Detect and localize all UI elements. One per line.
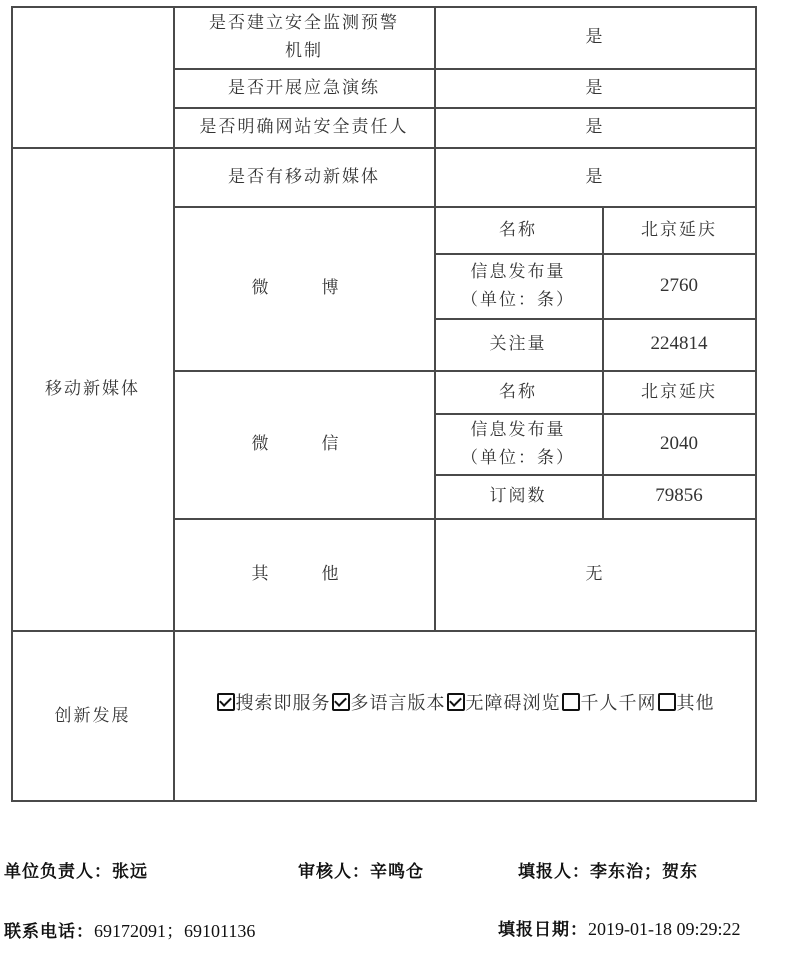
weibo-followers-value: 224814 [650, 333, 708, 354]
date-label: 填报日期： [498, 920, 588, 940]
section-label-innovation: 创新发展 [54, 705, 131, 726]
answer-has-mobile-media: 是 [585, 167, 605, 187]
question-has-mobile-media: 是否有移动新媒体 [228, 167, 380, 187]
other-media-label: 其 他 [251, 564, 357, 584]
checkbox-accessibility[interactable] [447, 693, 465, 711]
filler [518, 857, 698, 882]
report-date [498, 915, 741, 940]
contact-phone [4, 917, 255, 943]
filler-label: 填报人： [518, 862, 590, 882]
date-value: 2019-01-18 09:29:22 [588, 919, 741, 939]
option-label-accessibility: 无障碍浏览 [465, 693, 561, 714]
question-monitoring-warning [174, 6, 434, 68]
wechat-subscribers-label: 订阅数 [489, 486, 547, 506]
innovation-options [174, 688, 756, 716]
reviewer-value: 辛鸣仓 [370, 862, 424, 882]
unit-head [4, 857, 148, 882]
wechat-posts-value: 2040 [660, 433, 698, 454]
reviewer-label: 审核人： [298, 862, 370, 882]
wechat-posts-label-line2: （单位：条） [461, 448, 575, 468]
unit-head-value: 张远 [112, 862, 148, 882]
wechat-label: 微 信 [251, 434, 357, 454]
weibo-name-label: 名称 [499, 220, 537, 240]
option-label-other: 其他 [676, 693, 715, 714]
wechat-name-label: 名称 [499, 382, 537, 402]
wechat-posts-label [434, 413, 602, 475]
other-media-value: 无 [585, 564, 605, 584]
reviewer [298, 857, 424, 882]
question-line1: 是否建立安全监测预警 [209, 13, 399, 33]
checkbox-other[interactable] [658, 693, 676, 711]
option-label-personalized: 千人千网 [580, 693, 657, 714]
weibo-posts-label-line2: （单位：条） [461, 289, 575, 310]
wechat-posts-label-line1: 信息发布量 [470, 420, 566, 440]
answer-security-officer: 是 [585, 117, 605, 137]
checkbox-personalized[interactable] [562, 693, 580, 711]
answer-emergency-drill: 是 [585, 78, 605, 98]
option-label-search-service: 搜索即服务 [235, 693, 331, 714]
checkbox-multilingual[interactable] [332, 693, 350, 711]
wechat-subscribers-value: 79856 [655, 485, 703, 506]
filler-value: 李东治；贺东 [590, 862, 698, 882]
section-label-mobile-media: 移动新媒体 [45, 379, 140, 399]
unit-head-label: 单位负责人： [4, 862, 112, 882]
weibo-name-value: 北京延庆 [641, 220, 717, 240]
question-line2: 机制 [285, 41, 323, 61]
phone-label: 联系电话： [4, 922, 94, 942]
phone-value: 69172091；69101136 [94, 921, 256, 941]
question-emergency-drill: 是否开展应急演练 [228, 78, 380, 98]
weibo-posts-label [434, 253, 602, 318]
answer-monitoring-warning: 是 [585, 27, 605, 47]
checkbox-search-service[interactable] [217, 693, 235, 711]
option-label-multilingual: 多语言版本 [350, 693, 446, 714]
weibo-posts-value: 2760 [660, 274, 698, 296]
weibo-posts-label-line1: 信息发布量 [470, 261, 566, 282]
question-security-officer: 是否明确网站安全责任人 [199, 117, 409, 137]
weibo-label: 微 博 [251, 278, 357, 298]
wechat-name-value: 北京延庆 [641, 382, 717, 402]
weibo-followers-label: 关注量 [489, 334, 547, 354]
